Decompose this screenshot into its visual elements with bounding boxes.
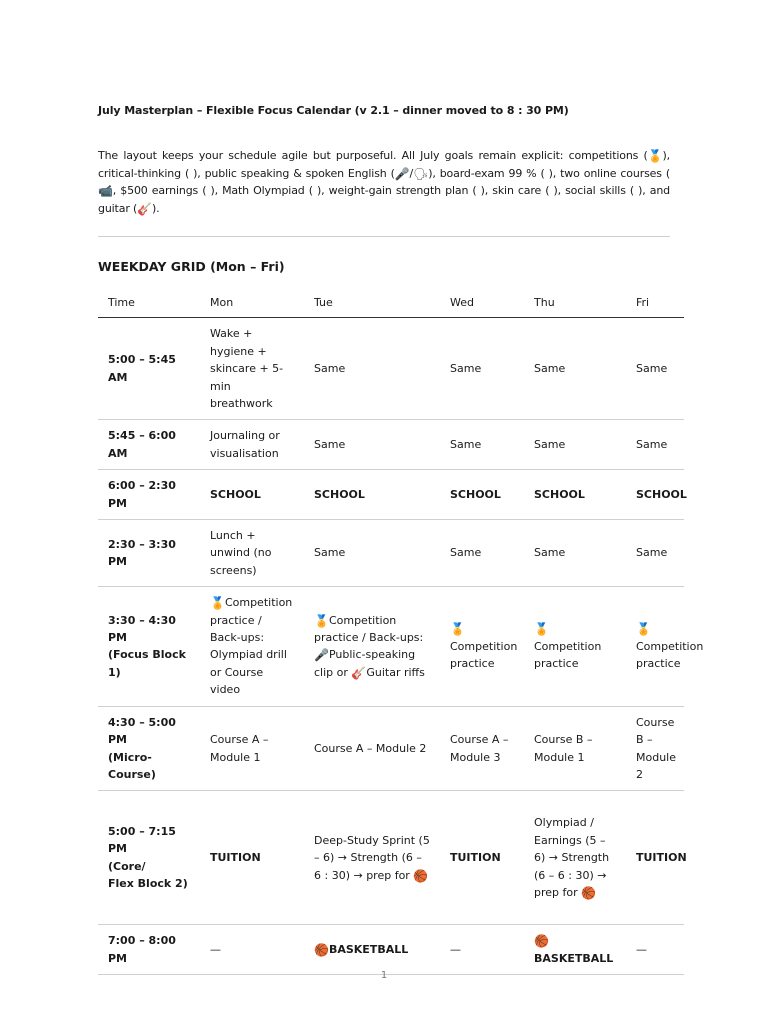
thu-cell: Same	[524, 318, 626, 420]
mon-cell: Course A – Module 1	[200, 706, 304, 791]
video-camera-icon: 📹	[98, 184, 113, 199]
tue-text-3: Guitar riffs	[366, 665, 425, 679]
header-wed: Wed	[440, 295, 524, 318]
time-cell: 6:00 – 2:30 PM	[98, 470, 200, 520]
block-label-2: Flex Block 2)	[108, 877, 188, 891]
wed-cell: Course A – Module 3	[440, 706, 524, 791]
time-cell	[98, 791, 200, 925]
intro-text-2: ), critical-thinking ( ), public speaking & spoken English (	[98, 149, 670, 180]
wed-cell: Same	[440, 520, 524, 587]
thu-cell: Same	[524, 420, 626, 470]
basketball-icon: 🏀	[314, 943, 329, 958]
tue-cell	[304, 925, 440, 975]
table-row	[98, 470, 684, 520]
page-number: 1	[380, 970, 388, 981]
time-range: 5:00 – 7:15 PM	[108, 825, 176, 856]
time-cell	[98, 706, 200, 791]
thu-cell: Same	[524, 520, 626, 587]
intro-text-3: ), board-exam 99 % ( ), two online courses (	[428, 166, 670, 180]
thu-cell	[524, 791, 626, 925]
table-row	[98, 318, 684, 420]
medal-icon: 🏅	[636, 622, 651, 637]
mon-text: Competition practice / Back-ups: Olympiad drill or Course video	[210, 596, 293, 697]
block-label: (Micro-Course)	[108, 750, 156, 781]
wed-cell: TUITION	[440, 791, 524, 925]
thu-cell: Course B – Module 1	[524, 706, 626, 791]
thu-cell	[524, 925, 626, 975]
mon-cell: Journaling or visualisation	[200, 420, 304, 470]
tue-cell	[304, 791, 440, 925]
block-label: (Focus Block 1)	[108, 648, 186, 679]
tue-text-1: Competition practice / Back-ups:	[314, 613, 424, 645]
fri-cell: SCHOOL	[626, 470, 684, 520]
medal-icon: 🏅	[450, 622, 465, 637]
fri-cell: —	[626, 925, 684, 975]
table-header-row	[98, 295, 684, 318]
speaker-icon: 🗣	[413, 166, 429, 181]
intro-paragraph: The layout keeps your schedule agile but purposeful. All July goals remain explicit: competitions (🏅), critical-thinking ( ), public speaking & spoken English (🎤/🗣), board-exam 99 % ( ), two online courses (📹, $500 earnings ( ), Math Olympiad ( ), weight-gain strength plan ( ), skin care ( ), social skills ( ), and guitar (🎸).	[98, 149, 670, 216]
block-label: (Core/	[108, 859, 146, 873]
microphone-icon: 🎤	[314, 648, 329, 663]
header-time: Time	[98, 295, 200, 318]
intro-text-5: ).	[151, 201, 160, 215]
table-row	[98, 791, 684, 925]
time-range: 3:30 – 4:30 PM	[108, 613, 176, 645]
thu-text: Competition practice	[534, 639, 602, 671]
fri-cell: Same	[626, 318, 684, 420]
table-row	[98, 520, 684, 587]
intro-text-1: The layout keeps your schedule agile but purposeful. All July goals remain explicit: competitions (	[98, 149, 648, 162]
thu-text: BASKETBALL	[534, 951, 614, 965]
tue-text: Deep-Study Sprint (5 – 6) → Strength (6 – 6 : 30) → prep for	[314, 833, 430, 882]
medal-icon: 🏅	[210, 596, 225, 611]
basketball-icon: 🏀	[581, 885, 597, 900]
time-cell: 2:30 – 3:30 PM	[98, 520, 200, 587]
mon-cell: Lunch + unwind (no screens)	[200, 520, 304, 587]
fri-cell: TUITION	[626, 791, 684, 925]
section-heading: WEEKDAY GRID (Mon – Fri)	[98, 259, 285, 275]
guitar-icon: 🎸	[137, 201, 152, 216]
medal-icon: 🏅	[647, 149, 663, 163]
document-title: July Masterplan – Flexible Focus Calendar (v 2.1 – dinner moved to 8 : 30 PM)	[98, 104, 569, 117]
tue-cell: Course A – Module 2	[304, 706, 440, 791]
mon-cell: TUITION	[200, 791, 304, 925]
tue-cell: Same	[304, 520, 440, 587]
wed-cell: —	[440, 925, 524, 975]
header-mon: Mon	[200, 295, 304, 318]
tue-cell	[304, 587, 440, 706]
fri-cell: Same	[626, 420, 684, 470]
fri-cell: Same	[626, 520, 684, 587]
wed-text: Competition practice	[450, 639, 518, 671]
fri-cell	[626, 587, 704, 706]
wed-cell: Same	[440, 318, 524, 420]
time-cell: 5:45 – 6:00 AM	[98, 420, 200, 470]
fri-cell: Course B – Module 2	[626, 706, 684, 791]
tue-text-2: Public-speaking clip or	[314, 648, 416, 679]
mon-cell	[200, 587, 304, 706]
table-row	[98, 706, 684, 791]
time-cell	[98, 587, 200, 706]
thu-cell: SCHOOL	[524, 470, 626, 520]
wed-cell: Same	[440, 420, 524, 470]
intro-text-4: , $500 earnings ( ), Math Olympiad ( ), weight-gain strength plan ( ), skin care ( ), social skills ( ), and guitar (	[98, 184, 670, 215]
table-row	[98, 420, 684, 470]
fri-text: Competition practice	[636, 639, 704, 671]
microphone-icon: 🎤	[394, 166, 410, 181]
tue-cell: SCHOOL	[304, 470, 440, 520]
tue-cell: Same	[304, 420, 440, 470]
wed-cell: SCHOOL	[440, 470, 524, 520]
mon-cell: —	[200, 925, 304, 975]
wed-cell	[440, 587, 524, 706]
time-cell: 7:00 – 8:00 PM	[98, 925, 200, 975]
table-row	[98, 925, 684, 975]
thu-cell	[524, 587, 626, 706]
header-fri: Fri	[626, 295, 684, 318]
basketball-icon: 🏀	[534, 934, 549, 949]
thu-text: Olympiad / Earnings (5 – 6) → Strength (6 – 6 : 30) → prep for	[534, 816, 610, 899]
weekday-grid-table	[98, 295, 704, 975]
guitar-icon: 🎸	[351, 665, 367, 680]
table-row	[98, 587, 684, 706]
medal-icon: 🏅	[534, 622, 549, 637]
mon-cell: Wake + hygiene + skincare + 5-min breathwork	[200, 318, 304, 420]
header-tue: Tue	[304, 295, 440, 318]
time-cell: 5:00 – 5:45 AM	[98, 318, 200, 420]
medal-icon: 🏅	[314, 613, 329, 628]
tue-text: BASKETBALL	[328, 943, 409, 957]
mon-cell: SCHOOL	[200, 470, 304, 520]
basketball-icon: 🏀	[413, 868, 429, 883]
tue-cell: Same	[304, 318, 440, 420]
document-page	[98, 104, 704, 975]
time-range: 4:30 – 5:00 PM	[108, 715, 176, 747]
divider	[98, 236, 670, 237]
header-thu: Thu	[524, 295, 626, 318]
